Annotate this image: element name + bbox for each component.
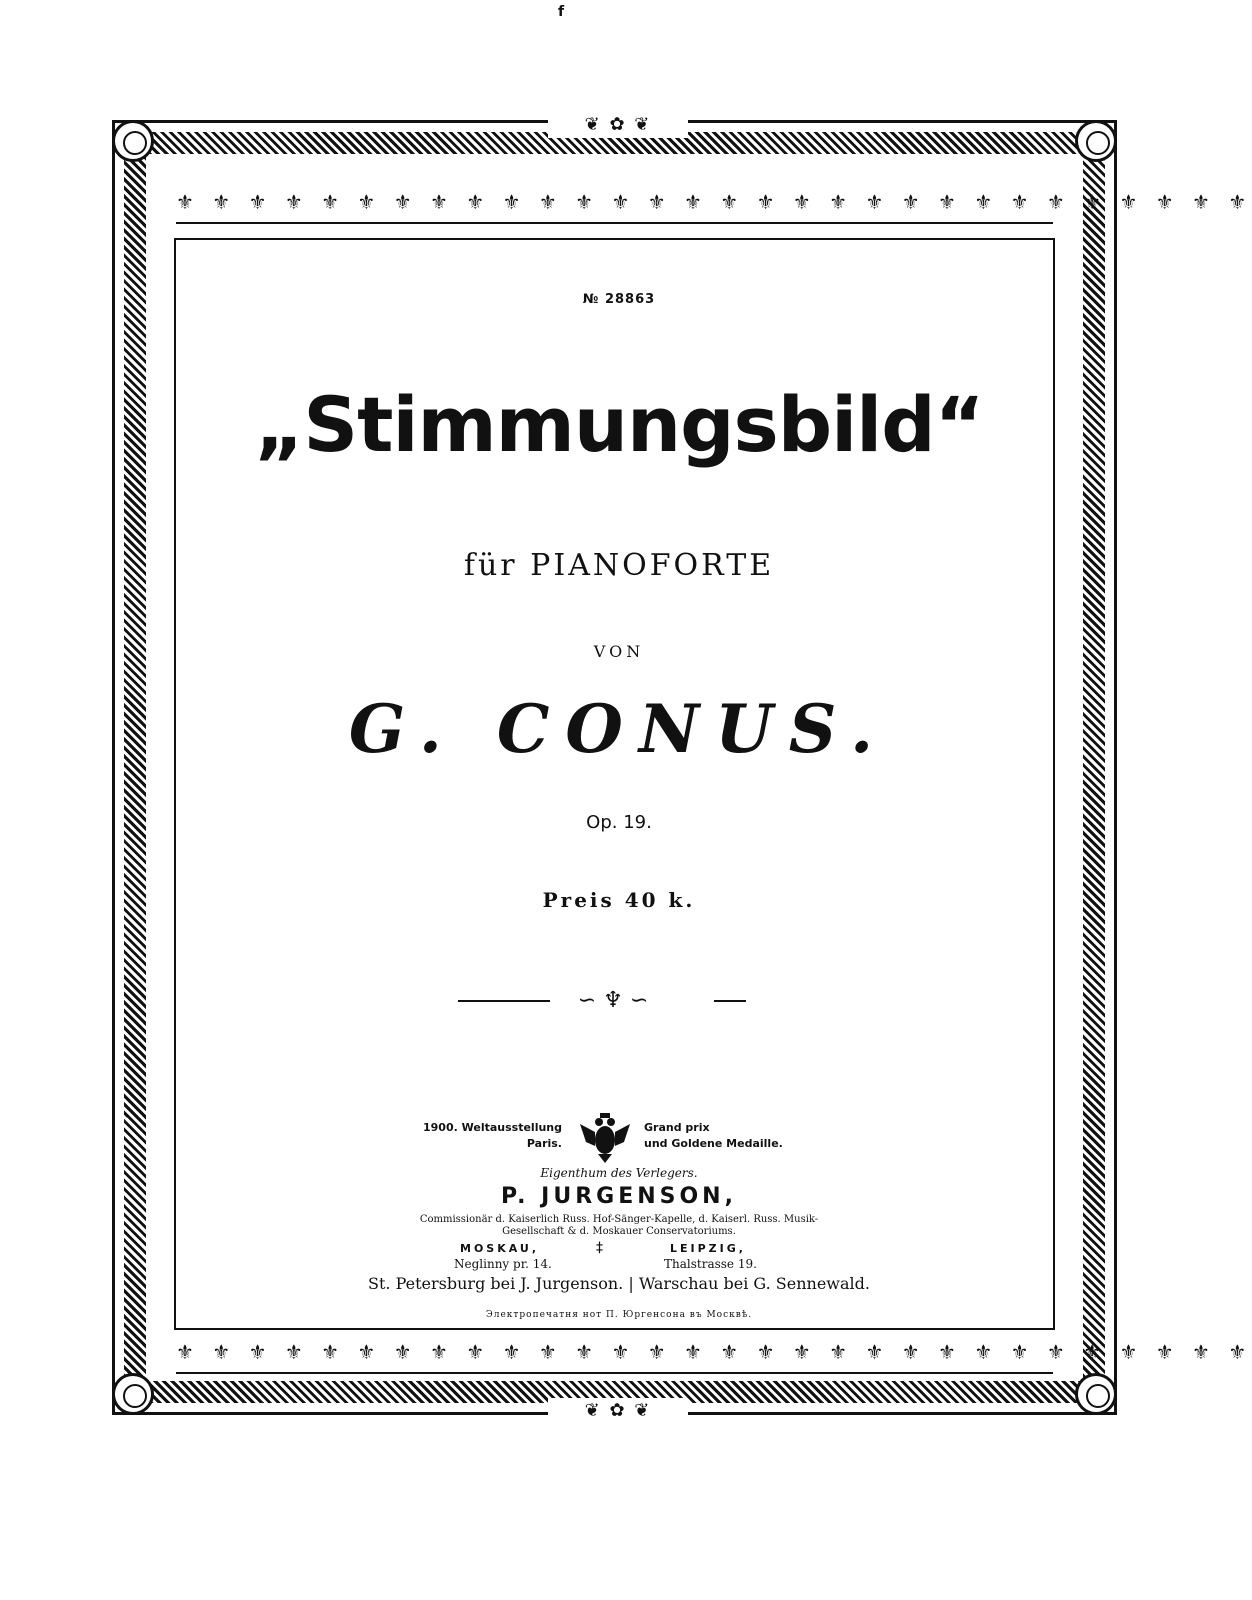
fleur-border-bottom: ⚜ ⚜ ⚜ ⚜ ⚜ ⚜ ⚜ ⚜ ⚜ ⚜ ⚜ ⚜ ⚜ ⚜ ⚜ ⚜ ⚜ ⚜ ⚜ ⚜ ⚜ ⚜ ⚜ ⚜ ⚜ ⚜ ⚜ ⚜ ⚜ ⚜ xyxy=(176,1340,1252,1364)
award-right xyxy=(644,1120,824,1152)
address-moscow: Neglinny pr. 14. xyxy=(454,1257,552,1271)
printer-imprint: Электропечатня нот П. Юргенсона въ Москвѣ. xyxy=(485,1310,753,1320)
city-leipzig: LEIPZIG, xyxy=(670,1242,746,1255)
award-left-line2: Paris. xyxy=(526,1137,562,1150)
divider-rule-left xyxy=(458,1000,550,1002)
cross-ornament-icon: ‡ xyxy=(596,1240,603,1256)
lyre-ornament-icon: ∽ ♆ ∽ xyxy=(577,988,649,1013)
corner-rosette-icon xyxy=(1075,1373,1117,1415)
composer-name: G. CONUS. xyxy=(348,690,890,768)
commission-text xyxy=(0,1214,1238,1238)
crest-ornament-icon: ❦ ✿ ❦ xyxy=(548,1398,688,1424)
fleur-border-top: ⚜ ⚜ ⚜ ⚜ ⚜ ⚜ ⚜ ⚜ ⚜ ⚜ ⚜ ⚜ ⚜ ⚜ ⚜ ⚜ ⚜ ⚜ ⚜ ⚜ ⚜ ⚜ ⚜ ⚜ ⚜ ⚜ ⚜ ⚜ ⚜ ⚜ xyxy=(176,190,1252,214)
publisher-name: P. JURGENSON, xyxy=(501,1184,737,1209)
award-left xyxy=(400,1120,562,1152)
by-label: VON xyxy=(593,642,645,661)
award-left-line1: 1900. Weltausstellung xyxy=(423,1121,562,1134)
corner-rosette-icon xyxy=(112,1373,154,1415)
crest-ornament-icon: ❦ ✿ ❦ xyxy=(548,112,688,138)
corner-rosette-icon xyxy=(1075,120,1117,162)
catalog-number: № 28863 xyxy=(582,292,656,307)
subtitle: für PIANOFORTE xyxy=(463,548,775,583)
page-title: „Stimmungsbild“ xyxy=(254,380,984,469)
rights-notice: Eigenthum des Verlegers. xyxy=(540,1166,698,1180)
imperial-eagle-icon xyxy=(578,1112,632,1164)
award-right-line1: Grand prix xyxy=(644,1121,710,1134)
price: Preis 40 k. xyxy=(542,888,696,912)
address-leipzig: Thalstrasse 19. xyxy=(664,1257,757,1271)
corner-rosette-icon xyxy=(112,120,154,162)
award-right-line2: und Goldene Medaille. xyxy=(644,1137,783,1150)
commission-line2: Gesellschaft & d. Moskauer Conservatoriums. xyxy=(502,1226,736,1237)
top-margin-mark: f xyxy=(558,4,565,20)
branch-offices: St. Petersburg bei J. Jurgenson. | Warschau bei G. Sennewald. xyxy=(368,1274,870,1293)
opus-number: Op. 19. xyxy=(586,812,652,833)
frame-rule-bottom xyxy=(176,1372,1053,1374)
city-moscow: MOSKAU, xyxy=(460,1242,540,1255)
divider-rule-right xyxy=(714,1000,746,1002)
frame-rule-top xyxy=(176,222,1053,224)
commission-line1: Commissionär d. Kaiserlich Russ. Hof-Sänger-Kapelle, d. Kaiserl. Russ. Musik- xyxy=(419,1214,819,1225)
